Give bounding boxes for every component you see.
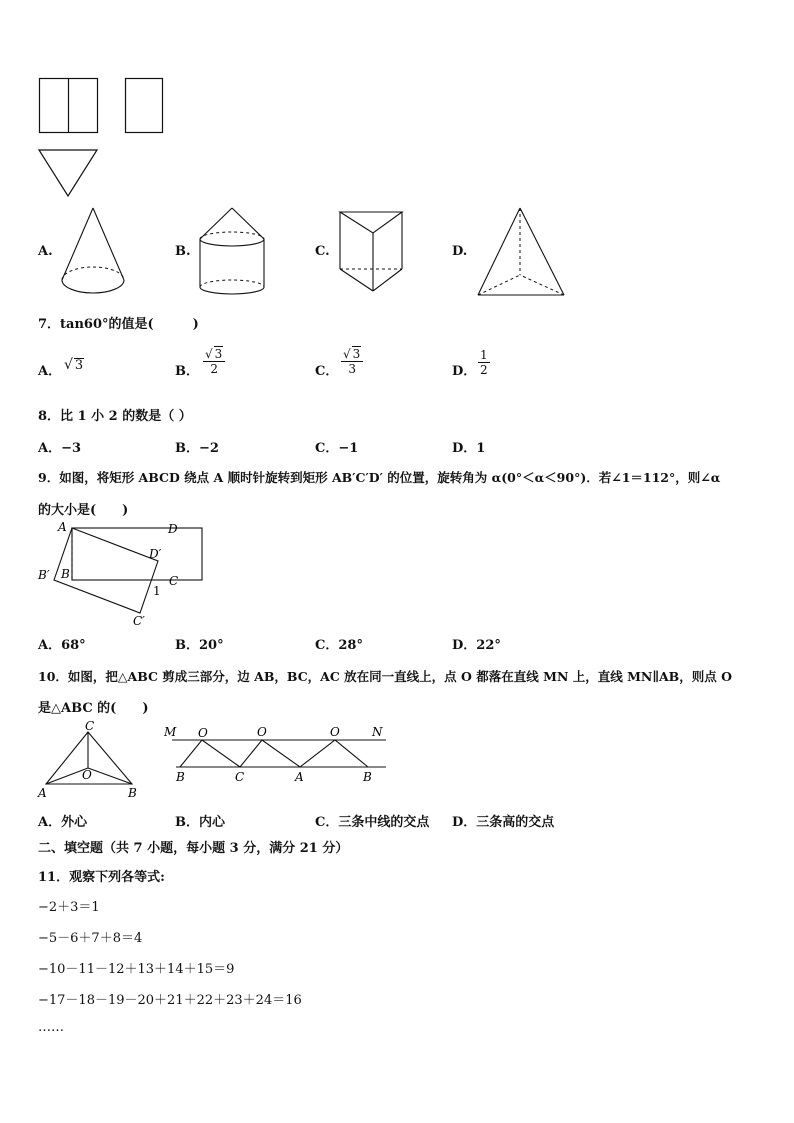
label-B: B bbox=[61, 567, 70, 581]
tetrahedron-figure bbox=[474, 205, 569, 300]
triangle-abc-figure bbox=[36, 720, 146, 805]
q8-option-b: B．−2 bbox=[175, 441, 219, 456]
section-2-heading: 二、填空题（共 7 小题，每小题 3 分，满分 21 分） bbox=[38, 841, 349, 856]
sqrt-radicand: 3 bbox=[74, 358, 84, 373]
q7-option-b-value: $\frac{√ 3}{2}$ bbox=[203, 346, 225, 376]
question-11-stem: 11．观察下列各等式: bbox=[38, 870, 165, 885]
fraction-numerator: 3 bbox=[352, 347, 361, 361]
q7-option-d-value bbox=[478, 348, 490, 377]
label-B: B bbox=[128, 786, 137, 800]
question-10-stem-line2: 是△ABC 的( ) bbox=[38, 701, 149, 716]
q7-option-d-label: D． bbox=[452, 364, 477, 379]
label-C: C bbox=[85, 719, 95, 733]
label-D: D bbox=[168, 522, 178, 536]
fraction-denominator: 3 bbox=[348, 362, 356, 376]
q10-option-d: D．三条高的交点 bbox=[452, 815, 555, 830]
label-N: N bbox=[372, 725, 383, 739]
equation-line: −10－11－12＋13＋14＋15＝9 bbox=[38, 962, 235, 977]
top-view-triangle bbox=[39, 150, 97, 196]
label-D-prime: D′ bbox=[149, 547, 162, 561]
label-O-3: O bbox=[330, 725, 340, 739]
fraction-numerator: 3 bbox=[214, 347, 223, 361]
label-A: A bbox=[38, 786, 47, 800]
option-d-label: D. bbox=[452, 244, 468, 259]
q7-option-b-label: B． bbox=[175, 364, 199, 379]
q7-option-a-label: A． bbox=[38, 364, 62, 379]
label-B-1: B bbox=[176, 770, 185, 784]
label-B-2: B bbox=[363, 770, 372, 784]
triangular-prism-figure bbox=[336, 205, 416, 300]
side-view-rect bbox=[126, 79, 163, 133]
fraction-denominator: 2 bbox=[480, 363, 488, 377]
q10-option-a: A．外心 bbox=[38, 815, 88, 830]
q9-option-a: A．68° bbox=[38, 638, 86, 653]
label-O-1: O bbox=[198, 726, 208, 740]
q8-option-a: A．−3 bbox=[38, 441, 82, 456]
label-O: O bbox=[82, 768, 92, 782]
question-9-stem-line2: 的大小是( ) bbox=[38, 503, 129, 518]
label-C-prime: C′ bbox=[133, 614, 145, 628]
q7-option-a-value: √ 3 bbox=[64, 357, 84, 373]
equation-line: −5－6＋7＋8＝4 bbox=[38, 931, 143, 946]
q9-option-d: D．22° bbox=[452, 638, 501, 653]
label-C: C bbox=[235, 770, 245, 784]
q8-option-c: C．−1 bbox=[315, 441, 359, 456]
label-M: M bbox=[164, 725, 177, 739]
fraction-numerator: 1 bbox=[480, 348, 488, 362]
option-c-label: C. bbox=[315, 244, 330, 259]
q9-option-c: C．28° bbox=[315, 638, 363, 653]
label-angle-1: 1 bbox=[153, 584, 161, 598]
label-A: A bbox=[295, 770, 304, 784]
rotated-rectangle-figure bbox=[36, 518, 196, 633]
label-B-prime: B′ bbox=[38, 568, 50, 582]
cone-figure bbox=[58, 205, 130, 300]
q8-option-d: D．1 bbox=[452, 441, 486, 456]
q7-option-c-label: C． bbox=[315, 364, 339, 379]
unfolded-triangles-figure bbox=[160, 720, 390, 785]
question-9-stem-line1: 9．如图，将矩形 ABCD 绕点 A 顺时针旋转到矩形 AB′C′D′ 的位置，旋转角为 α(0°＜α＜90°)．若∠1＝112°，则∠α bbox=[38, 470, 721, 485]
label-O-2: O bbox=[257, 725, 267, 739]
question-10-stem-line1: 10．如图，把△ABC 剪成三部分，边 AB，BC，AC 放在同一直线上，点 O 都落在直线 MN 上，直线 MN∥AB，则点 O bbox=[38, 669, 732, 684]
q10-option-b: B．内心 bbox=[175, 815, 225, 830]
label-A: A bbox=[58, 520, 67, 534]
option-a-label: A. bbox=[38, 244, 53, 259]
equation-line: −17－18－19－20＋21＋22＋23＋24＝16 bbox=[38, 993, 302, 1008]
q10-option-c: C．三条中线的交点 bbox=[315, 815, 430, 830]
q7-option-c-value: $\frac{√ 3}{3}$ bbox=[341, 346, 363, 376]
question-8-stem: 8．比 1 小 2 的数是（ ） bbox=[38, 409, 192, 424]
fraction-denominator: 2 bbox=[210, 362, 218, 376]
cone-on-cylinder-figure bbox=[196, 205, 271, 300]
label-C: C bbox=[169, 574, 179, 588]
q9-option-b: B．20° bbox=[175, 638, 224, 653]
question-7-stem: 7．tan60°的值是( ) bbox=[38, 317, 199, 332]
option-b-label: B. bbox=[175, 244, 191, 259]
equation-line: −2＋3＝1 bbox=[38, 900, 100, 915]
ellipsis: …… bbox=[38, 1020, 64, 1035]
three-view-figure bbox=[0, 0, 794, 200]
